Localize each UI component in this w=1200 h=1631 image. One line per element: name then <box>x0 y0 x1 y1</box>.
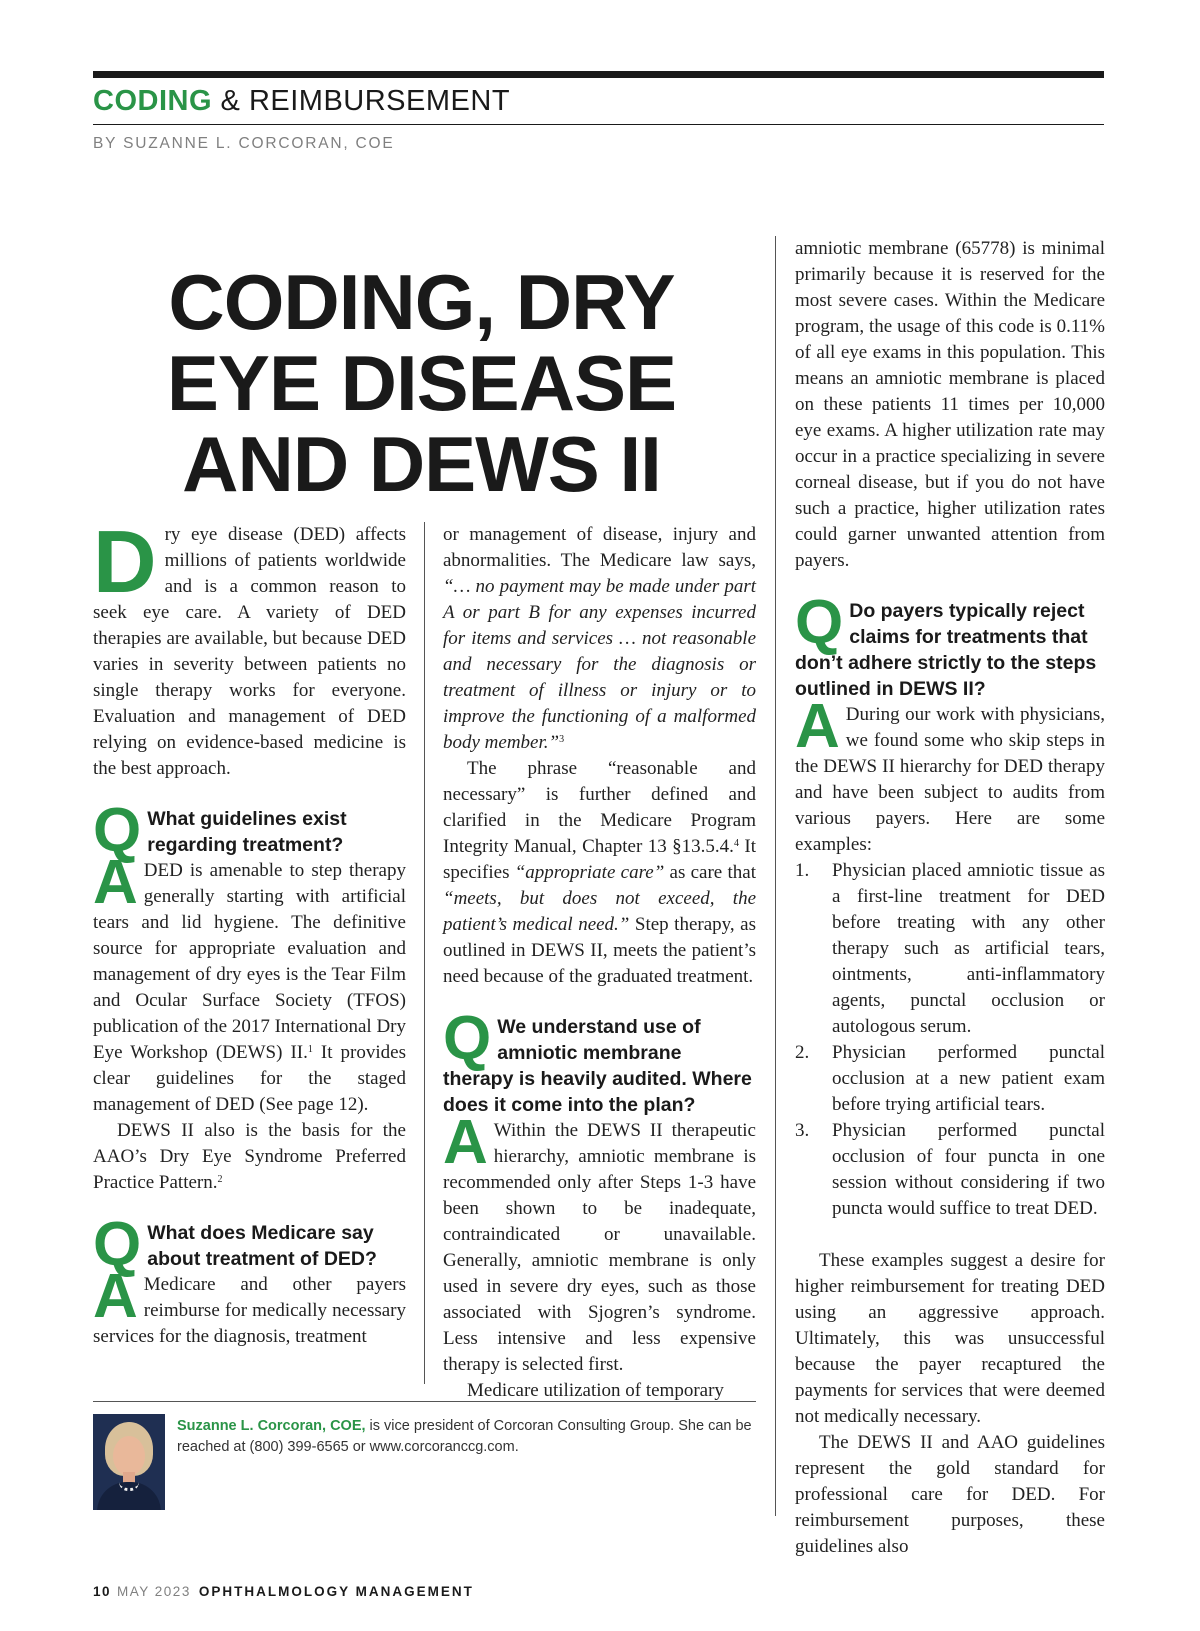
answer-1: ADED is amenable to step therapy generally starting with artificial tears and lid hygiene. The definitive source for appropriate evaluation and management of dry eyes is the Tear Film and Ocular Surface Society (TFOS) publication of the 2017 International Dry Eye Workshop (DEWS) II.$^1$ It provides clear guidelines for the staged management of DED (See page 12). <box>93 848 406 1115</box>
column-2 <box>443 522 756 1404</box>
question-1 <box>93 796 406 865</box>
question-4 <box>795 588 1105 702</box>
section-rule <box>93 124 1104 125</box>
answer-3-paragraph-2: Medicare utilization of temporary <box>467 1380 724 1401</box>
intro-paragraph: Dry eye disease (DED) affects millions of patients worldwide and is a common reason to seek eye care. A variety of DED therapies are available, but because DED varies in severity between patients no single therapy works for everyone. Evaluation and management of DED relying on evidence-based medicine is the best approach. <box>93 512 406 779</box>
answer-3-continued: amniotic membrane (65778) is minimal primarily because it is reserved for the most severe cases. Within the Medicare program, the usage of this code is 0.11% of all eye exams in this population. This means an amniotic membrane is placed on these patients 11 times per 10,000 eye exams. A higher utilization rate may occur in a practice specializing in severe corneal disease, but if you do not have such a practice, higher utilization rates could garner unwanted attention from payers. <box>795 238 1105 571</box>
section-rest: & REIMBURSEMENT <box>212 85 511 117</box>
bio-rule <box>93 1401 756 1402</box>
headline-line: CODING, DRY <box>168 258 675 346</box>
list-item: 1. Physician placed amniotic tissue as a first-line treatment for DED before treating with any other therapy such as artificial tears, ointments, anti-inflammatory agents, punctal occlusion or autologous serum. <box>795 860 1105 1037</box>
column-3 <box>795 236 1105 1560</box>
q-letter: Q <box>93 1210 142 1279</box>
a-letter: A <box>93 1262 138 1331</box>
answer-1-paragraph-2: DEWS II also is the basis for the AAO’s Dry Eye Syndrome Preferred Practice Pattern.$^2$ <box>93 1120 406 1193</box>
list-item: 2. Physician performed punctal occlusion at a new patient exam before trying artificial tears. <box>795 1042 1105 1115</box>
answer-4-paragraph-2: These examples suggest a desire for higher reimbursement for treating DED using an aggressive approach. Ultimately, this was unsuccessful because the payer recaptured the payments for services that were deemed not medically necessary. <box>795 1250 1105 1427</box>
headline-line: AND DEWS II <box>182 420 661 508</box>
answer-4: A During our work with physicians, we found some who skip steps in the DEWS II hierarchy for DED therapy and have been subject to audits from various payers. Here are some examples: <box>795 692 1105 855</box>
author-photo <box>93 1414 165 1510</box>
drop-cap: D <box>93 512 157 611</box>
answer-4-paragraph-3: The DEWS II and AAO guidelines represent the gold standard for professional care for DED. For reimbursement purposes, these guidelines also <box>795 1432 1105 1557</box>
top-rule <box>93 71 1104 78</box>
a-letter: A <box>93 848 138 917</box>
answer-2-continued: or management of disease, injury and abnormalities. The Medicare law says, “… no payment may be made under part A or part B for any expenses incurred for items and services … not reasonable and necessary for the diagnosis or treatment of illness or injury or to improve the functioning of a malformed body member.”$^3$ <box>443 524 756 753</box>
medicare-quote: “… no payment may be made under part A or part B for any expenses incurred for items and services … not reasonable and necessary for the diagnosis or treatment of illness or injury or to improve the functioning of a malformed body member.” <box>443 576 756 753</box>
section-title <box>93 85 510 118</box>
a-letter: A <box>443 1108 488 1177</box>
column-divider <box>424 522 425 1384</box>
byline: BY SUZANNE L. CORCORAN, COE <box>93 135 395 152</box>
question-text: We understand use of amniotic membrane therapy is heavily audited. Where does it come into the plan? <box>443 1016 752 1116</box>
author-bio <box>177 1416 757 1458</box>
examples-list <box>795 858 1105 1222</box>
question-2 <box>93 1210 406 1279</box>
answer-2-paragraph-2: The phrase “reasonable and necessary” is further defined and clarified in the Medicare Program Integrity Manual, Chapter 13 §13.5.4.$^4$ It specifies “appropriate care” as care that “meets, but does not exceed, the patient’s medical need.” Step therapy, as outlined in DEWS II, meets the patient’s need because of the graduated treatment. <box>443 758 756 987</box>
column-divider <box>775 236 776 1516</box>
question-text: What does Medicare say about treatment of DED? <box>147 1222 377 1270</box>
publication-name: OPHTHALMOLOGY MANAGEMENT <box>198 1584 474 1599</box>
list-item: 3. Physician performed punctal occlusion of four puncta in one session without considering if two puncta would suffice to treat DED. <box>795 1120 1105 1219</box>
q-letter: Q <box>93 796 142 865</box>
page-number: 10 <box>93 1584 112 1599</box>
headline <box>130 258 713 508</box>
question-text: Do payers typically reject claims for treatments that don’t adhere strictly to the steps outlined in DEWS II? <box>795 600 1097 700</box>
section-keyword: CODING <box>93 85 212 117</box>
page-footer <box>93 1584 474 1599</box>
author-name: Suzanne L. Corcoran, COE, <box>177 1418 366 1434</box>
question-text: What guidelines exist regarding treatment? <box>147 808 347 856</box>
column-1 <box>93 512 406 1350</box>
answer-3: A Within the DEWS II therapeutic hierarchy, amniotic membrane is recommended only after Steps 1-3 have been shown to be inadequate, contraindicated or unavailable. Generally, amniotic membrane is only used in severe dry eyes, such as those associated with Sjogren’s syndrome. Less intensive and less expensive therapy is selected first. <box>443 1108 756 1375</box>
answer-2: A Medicare and other payers reimburse for medically necessary services for the diagnosis, treatment <box>93 1262 406 1347</box>
q-letter: Q <box>443 1004 492 1073</box>
bio-text: is vice president of Corcoran Consulting Group. She can be reached at (800) 399-6565 or www.corcoranccg.com. <box>177 1418 752 1455</box>
a-letter: A <box>795 692 840 761</box>
issue-date: MAY 2023 <box>117 1584 191 1599</box>
headline-line: EYE DISEASE <box>166 339 677 427</box>
question-3 <box>443 1004 756 1118</box>
q-letter: Q <box>795 588 844 657</box>
